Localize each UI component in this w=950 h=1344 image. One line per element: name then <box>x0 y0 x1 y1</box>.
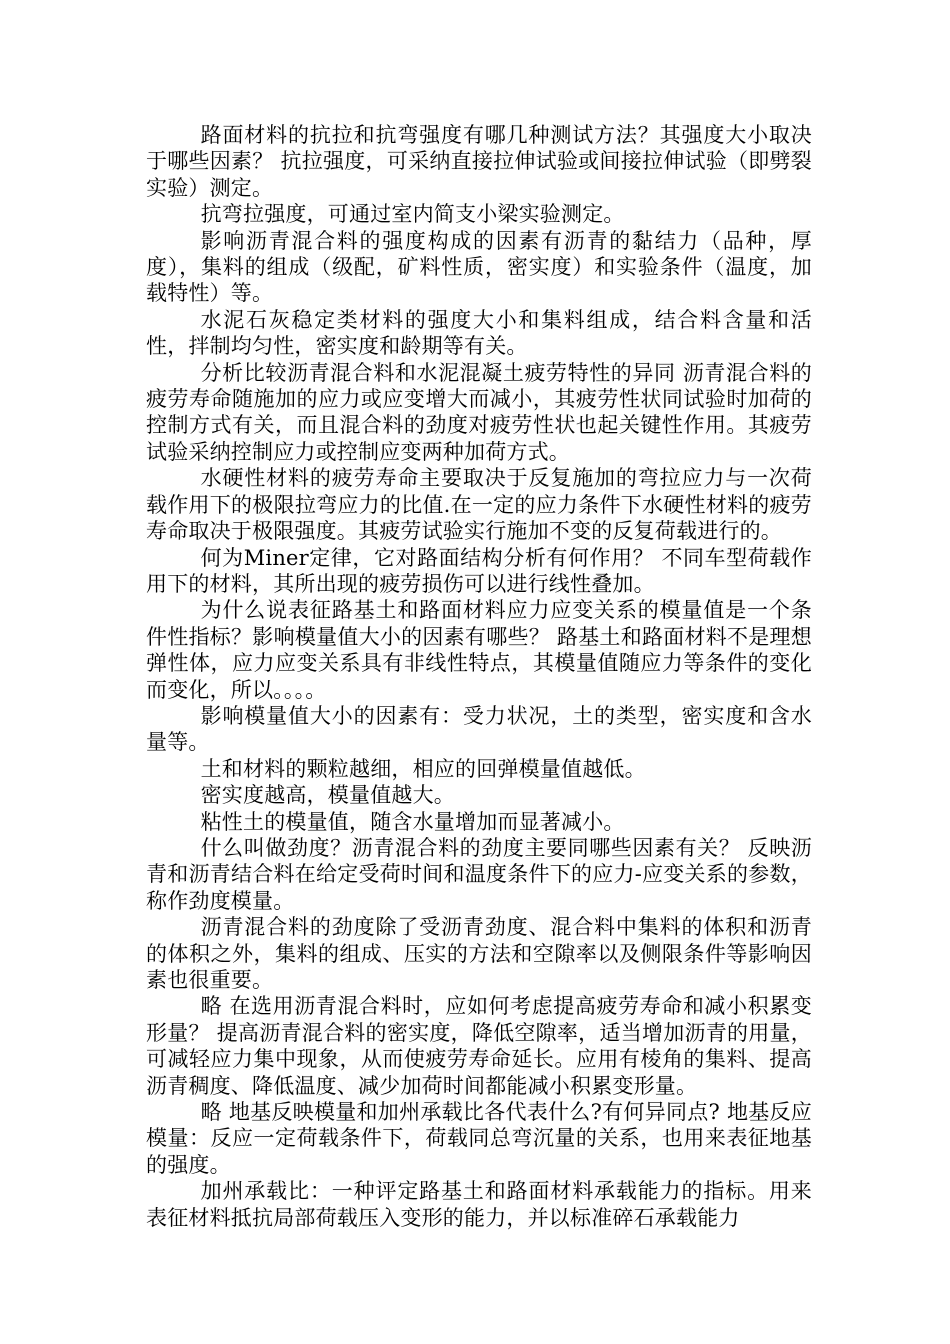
paragraph: 分析比较沥青混合料和水泥混凝土疲劳特性的异同 沥青混合料的疲劳寿命随施加的应力或应变增大而减小，其疲劳性状同试验时加荷的控制方式有关，而且混合料的劲度对疲劳性状也起关键性作用。其疲劳试验采纳控制应力或控制应变两种加荷方式。 <box>146 360 812 464</box>
paragraph: 略 地基反映模量和加州承载比各代表什么?有何异同点? 地基反应模量：反应一定荷载条件下，荷载同总弯沉量的关系，也用来表征地基的强度。 <box>146 1100 812 1177</box>
paragraph: 沥青混合料的劲度除了受沥青劲度、混合料中集料的体积和沥青的体积之外，集料的组成、压实的方法和空隙率以及侧限条件等影响因素也很重要。 <box>146 915 812 992</box>
paragraph: 为什么说表征路基土和路面材料应力应变关系的模量值是一个条件性指标？影响模量值大小的因素有哪些？ 路基土和路面材料不是理想弹性体，应力应变关系具有非线性特点，其模量值随应力等条件的变化而变化，所以。。。。 <box>146 598 812 702</box>
paragraph: 土和材料的颗粒越细，相应的回弹模量值越低。 <box>200 756 646 781</box>
paragraph: 何为Miner定律，它对路面结构分析有何作用？ 不同车型荷载作用下的材料，其所出现的疲劳损伤可以进行线性叠加。 <box>146 545 812 596</box>
paragraph: 水硬性材料的疲劳寿命主要取决于反复施加的弯拉应力与一次荷载作用下的极限拉弯应力的比值.在一定的应力条件下水硬性材料的疲劳寿命取决于极限强度。其疲劳试验实行施加不变的反复荷载进行的。 <box>146 466 812 544</box>
paragraph: 抗弯拉强度，可通过室内简支小梁实验测定。 <box>200 202 625 227</box>
paragraph: 影响沥青混合料的强度构成的因素有沥青的黏结力（品种，厚度），集料的组成（级配，矿料性质，密实度）和实验条件（温度，加载特性）等。 <box>146 228 812 306</box>
paragraph: 粘性土的模量值，随含水量增加而显著减小。 <box>200 809 625 834</box>
paragraph: 路面材料的抗拉和抗弯强度有哪几种测试方法？其强度大小取决于哪些因素？ 抗拉强度，可采纳直接拉伸试验或间接拉伸试验（即劈裂实验）测定。 <box>146 123 812 200</box>
document-body <box>146 122 812 1231</box>
paragraph: 密实度越高，模量值越大。 <box>200 783 455 808</box>
paragraph: 什么叫做劲度？沥青混合料的劲度主要同哪些因素有关？ 反映沥青和沥青结合料在给定受荷时间和温度条件下的应力-应变关系的参数，称作劲度模量。 <box>146 835 812 913</box>
paragraph: 影响模量值大小的因素有：受力状况，土的类型，密实度和含水量等。 <box>146 703 812 755</box>
paragraph: 略 在选用沥青混合料时，应如何考虑提高疲劳寿命和减小积累变形量？ 提高沥青混合料的密实度，降低空隙率，适当增加沥青的用量，可减轻应力集中现象，从而使疲劳寿命延长。应用有棱角的集料、提高沥青稠度、降低温度、减少加荷时间都能减小积累变形量。 <box>146 994 812 1098</box>
paragraph: 加州承载比：一种评定路基土和路面材料承载能力的指标。用来表征材料抵抗局部荷载压入变形的能力，并以标准碎石承载能力 <box>146 1179 812 1230</box>
paragraph: 水泥石灰稳定类材料的强度大小和集料组成，结合料含量和活性，拌制均匀性，密实度和龄期等有关。 <box>146 307 812 359</box>
